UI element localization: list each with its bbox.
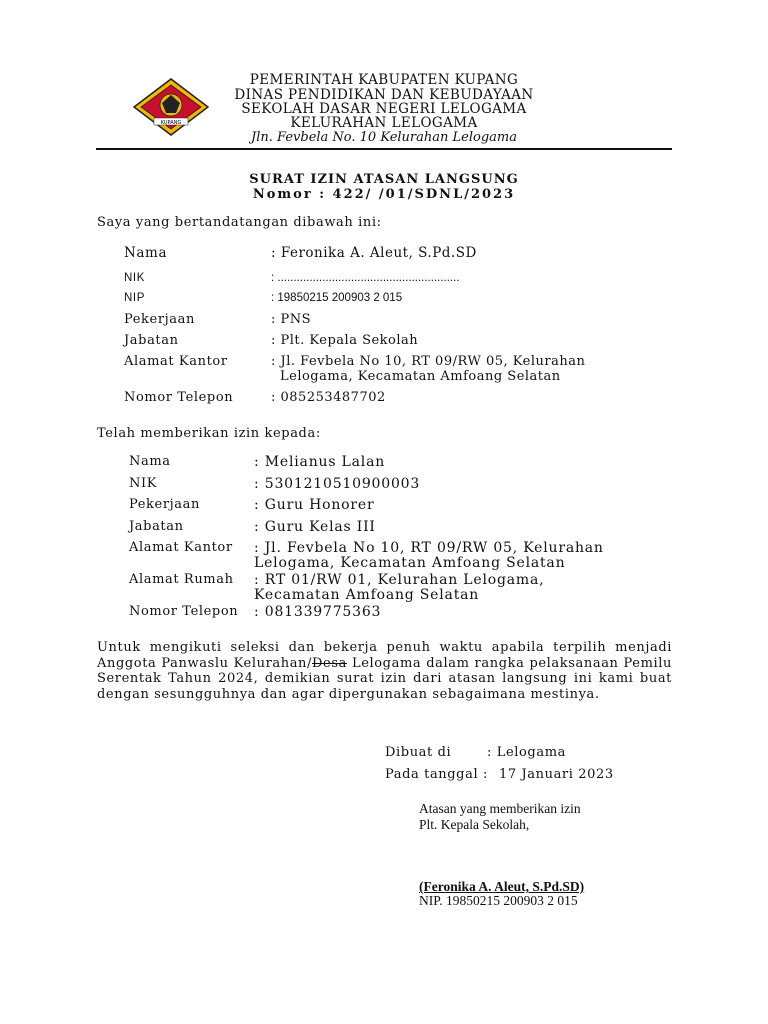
recipient-office-value-line2: Lelogama, Kecamatan Amfoang Selatan: [254, 555, 566, 571]
purpose-text-start: Untuk mengikuti seleksi dan bekerja penuh waktu apabila terpilih menjadi Anggota Panwaslu Kelurahan/: [97, 640, 672, 671]
signer-job-value: : PNS: [271, 312, 312, 327]
signer-nip-label: NIP: [124, 292, 145, 304]
letterhead-address: Jln. Fevbela No. 10 Kelurahan Lelogama: [251, 130, 517, 145]
signer-name-label: Nama: [124, 245, 168, 261]
letterhead-line-1: PEMERINTAH KABUPATEN KUPANG: [249, 72, 519, 88]
purpose-struck-word: Desa: [312, 655, 347, 671]
recipient-position-label: Jabatan: [129, 519, 184, 534]
signer-role-line1: Atasan yang memberikan izin: [419, 801, 581, 816]
place-value: : Lelogama: [487, 745, 566, 760]
signer-phone-label: Nomor Telepon: [124, 390, 234, 405]
signer-nik-value: : .........................................................: [271, 272, 460, 284]
signer-office-value: : Jl. Fevbela No 10, RT 09/RW 05, Kelurahan: [271, 354, 586, 369]
letterhead-line-2: DINAS PENDIDIKAN DAN KEBUDAYAAN: [234, 87, 534, 103]
signer-role-line2: Plt. Kepala Sekolah,: [419, 817, 530, 832]
signer-job-label: Pekerjaan: [124, 312, 195, 327]
recipient-nik-label: NIK: [129, 476, 158, 491]
recipient-home-value-line2: Kecamatan Amfoang Selatan: [254, 587, 480, 603]
recipient-job-value: : Guru Honorer: [254, 497, 375, 513]
letter-number: Nomor : 422/ /01/SDNL/2023: [252, 187, 516, 202]
permit-intro-text: Telah memberikan izin kepada:: [97, 426, 321, 441]
letterhead-divider: [96, 148, 672, 150]
purpose-paragraph: [97, 640, 672, 702]
recipient-name-label: Nama: [129, 454, 171, 469]
recipient-nik-value: : 5301210510900003: [254, 476, 421, 492]
recipient-position-value: : Guru Kelas III: [254, 519, 376, 535]
regional-emblem-logo: [132, 77, 210, 137]
recipient-name-value: : Melianus Lalan: [254, 454, 386, 470]
letter-title: SURAT IZIN ATASAN LANGSUNG: [249, 172, 519, 187]
recipient-home-value: : RT 01/RW 01, Kelurahan Lelogama,: [254, 572, 545, 588]
letterhead-line-4: KELURAHAN LELOGAMA: [290, 115, 478, 131]
recipient-phone-label: Nomor Telepon: [129, 604, 239, 619]
svg-text:KUPANG: KUPANG: [160, 120, 182, 126]
date-label: Pada tanggal :: [385, 767, 488, 782]
signer-position-label: Jabatan: [124, 333, 179, 348]
recipient-office-value: : Jl. Fevbela No 10, RT 09/RW 05, Kelurahan: [254, 540, 604, 556]
signer-office-label: Alamat Kantor: [124, 354, 228, 369]
emblem-icon: [132, 77, 210, 137]
intro-text: Saya yang bertandatangan dibawah ini:: [97, 215, 382, 230]
signer-nip-footer: NIP. 19850215 200903 2 015: [419, 893, 578, 908]
date-value: 17 Januari 2023: [499, 767, 614, 782]
purpose-text-end: Lelogama dalam rangka pelaksanaan Pemilu Serentak Tahun 2024, demikian surat izin dari atasan langsung ini kami buat dengan sesungguhnya dan agar dipergunakan sebagaimana mestinya.: [97, 655, 672, 702]
recipient-phone-value: : 081339775363: [254, 604, 382, 620]
letterhead-line-3: SEKOLAH DASAR NEGERI LELOGAMA: [241, 101, 527, 117]
recipient-office-label: Alamat Kantor: [129, 540, 233, 555]
signer-nik-label: NIK: [124, 272, 145, 284]
signer-name-value: : Feronika A. Aleut, S.Pd.SD: [271, 245, 477, 261]
signer-full-name: (Feronika A. Aleut, S.Pd.SD): [419, 879, 585, 894]
recipient-home-label: Alamat Rumah: [129, 572, 234, 587]
signer-office-value-line2: Lelogama, Kecamatan Amfoang Selatan: [280, 369, 561, 384]
signer-position-value: : Plt. Kepala Sekolah: [271, 333, 419, 348]
recipient-job-label: Pekerjaan: [129, 497, 200, 512]
signer-nip-value: : 19850215 200903 2 015: [271, 292, 403, 304]
place-label: Dibuat di: [385, 745, 452, 760]
signer-phone-value: : 085253487702: [271, 390, 386, 405]
